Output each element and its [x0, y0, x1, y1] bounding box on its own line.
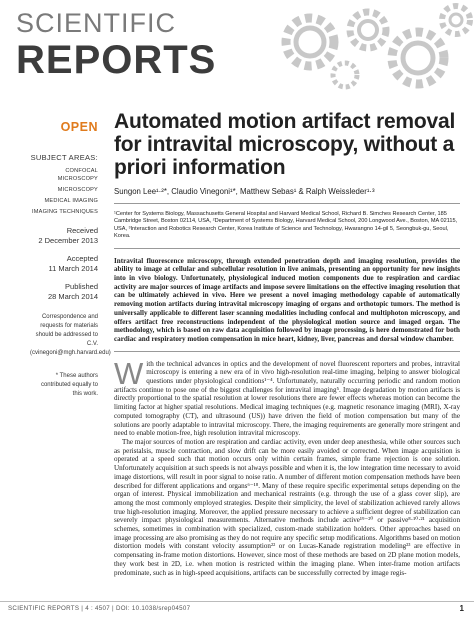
author-list: Sungon Lee¹·²*, Claudio Vinegoni¹*, Matthew Sebas¹ & Ralph Weissleder¹·³: [114, 187, 375, 196]
footer-divider: [0, 601, 474, 602]
drop-cap: W: [114, 355, 144, 391]
subject-item[interactable]: IMAGING TECHNIQUES: [32, 209, 98, 215]
open-access-badge: OPEN: [60, 120, 98, 134]
date-value: 2 December 2013: [38, 235, 98, 245]
body-paragraph: ith the technical advances in optics and the development of novel fluorescent reporters and probes, intravital microscopy is entering a new era of in vivo high-resolution real-time imaging, helping to answer biological questions under physiological conditions¹⁻⁴. Unfortunately, naturally occurring periodic and random motion artifacts continue to pose one of the biggest challenges for intravital imaging⁵. Image degradation by motion artifacts is directly proportional to the spatial resolution at lower resolutions there are fewer effects whereas motion can become the limiting factor at higher spatial resolutions. Medical imaging techniques (e.g. magnetic resonance imaging (MRI), X-ray computed tomography (CT), and ultrasound (US)) have driven the field of motion compensation but many of the solutions are poorly adaptable to intravital microscopy. There, the imaging requirements are generally more stringent and need to enable motion-free, high resolution intravital microscopy.: [114, 359, 460, 438]
footer-citation: SCIENTIFIC REPORTS | 4 : 4507 | DOI: 10.1038/srep04507: [8, 605, 191, 612]
date-accepted: [0, 254, 98, 273]
article-title: Automated motion artifact removal for intravital microscopy, without a priori information: [114, 110, 456, 179]
subject-item[interactable]: CONFOCAL MICROSCOPY: [57, 168, 98, 182]
page-footer: [0, 601, 474, 615]
logo-scientific: SCIENTIFIC: [16, 8, 177, 38]
subject-areas-title: SUBJECT AREAS:: [30, 153, 98, 162]
date-value: 28 March 2014: [47, 291, 98, 301]
date-label: Published: [65, 282, 98, 291]
subject-list: [0, 165, 98, 218]
divider: [114, 351, 460, 352]
affiliations: ¹Center for Systems Biology, Massachusetts General Hospital and Harvard Medical School, Richard B. Simches Research Center, 185 Cambridge Street, Boston 02114, USA, ²Department of Systems Biology, Harvard Medical School, 200 Longwood Ave., Boston, MA 02115, USA, ³Interaction and Robotics Research Center, Korea Institute of Science and Technology, Hwarangno 14-gil 5, Seongbuk-gu, Seoul, Korea.: [114, 211, 458, 240]
sidebar: [0, 120, 111, 399]
date-published: [0, 282, 98, 301]
logo-reports: REPORTS: [16, 38, 217, 82]
divider: [114, 248, 460, 249]
subject-item[interactable]: MEDICAL IMAGING: [44, 198, 98, 204]
journal-logo: [16, 6, 216, 86]
date-label: Received: [66, 226, 98, 235]
divider: [114, 203, 460, 204]
date-label: Accepted: [66, 254, 98, 263]
date-received: [0, 226, 98, 245]
correspondence-note: Correspondence and requests for materials should be addressed to C.V. (cvinegoni@mgh.harvard.edu): [30, 314, 111, 356]
article-main: [114, 110, 460, 577]
abstract: Intravital fluorescence microscopy, through extended penetration depth and imaging resolution, provides the ability to image at cellular and subcellular resolution in live animals, presenting an opportunity for new insights into in vivo biology. Unfortunately, physiological induced motion components due to respiration and cardiac activity are major sources of image artifacts and impose severe limitations on the effective imaging resolution that can be ultimately achieved in vivo. Here we present a novel imaging methodology capable of automatically removing motion artifacts during intravital microscopy imaging of organs and orthotopic tumors. The method is universally applicable to different laser scanning modalities including confocal and multiphoton microscopy, and offers artifact free reconstructions independent of the physiological motion source and imaged organ. The methodology, which is based on raw data acquisition followed by image processing, is here demonstrated for both cardiac and respiratory motion compensation in mice heart, kidney, liver, pancreas and dorsal window chamber.: [114, 256, 460, 343]
page-number: 1: [459, 604, 464, 613]
gears-decoration-icon: [250, 0, 474, 95]
date-value: 11 March 2014: [48, 263, 98, 273]
body-paragraph: The major sources of motion are respiration and cardiac activity, even under deep anesthesia, while other sources such as peristalsis, muscle contraction, and slow drift can be more easily avoided or corrected. When image acquisition is operated at a speed such that motion occurs only within certain frames, simple frame rejection is one solution. Unfortunately acquisition at such speeds is not always possible and when it is, the low integration time necessary to avoid image distortions, will result in poor signal to noise ratio. A number of different motion compensation methods have been described for different applications and organs⁶⁻¹⁸. Many of these require specific experimental setups depending on the organ of interest. Physical immobilization and mechanical restraints (e.g. through the use of a glass cover slip), are among the most commonly employed strategies. Despite their simplicity, the level of stabilization achieved rarely allows true high-resolution imaging. Moreover, the applied pressure necessary to achieve a sufficient degree of stabilization can severely impact physiological measurements. Alternative methods include active¹⁹⁻²⁰ or passive⁸·¹⁰·²¹ acquisition schemes, sometimes in combination with specialized, custom-made stabilization holders. Other approaches based on image processing are also promising as they do not require any specific setup modifications. Algorithms based on motion distortion models with constant velocity assumption²² or on Lucas-Kanade registration modeling²³ are effective in compensating in-frame motion distortions. However, since most of these methods are based on 2D plane motion models, they work best in 2D, i.e. when motion is restricted within the imaging plane. When inter-frame motion artifacts predominate, such as in high-speed acquisitions, artifacts can be successfully corrected by image regis-: [114, 437, 460, 577]
article-body: [114, 355, 460, 578]
contribution-note: * These authors contributed equally to this work.: [40, 373, 98, 397]
subject-item[interactable]: MICROSCOPY: [57, 187, 98, 193]
article-dates: [0, 226, 98, 301]
